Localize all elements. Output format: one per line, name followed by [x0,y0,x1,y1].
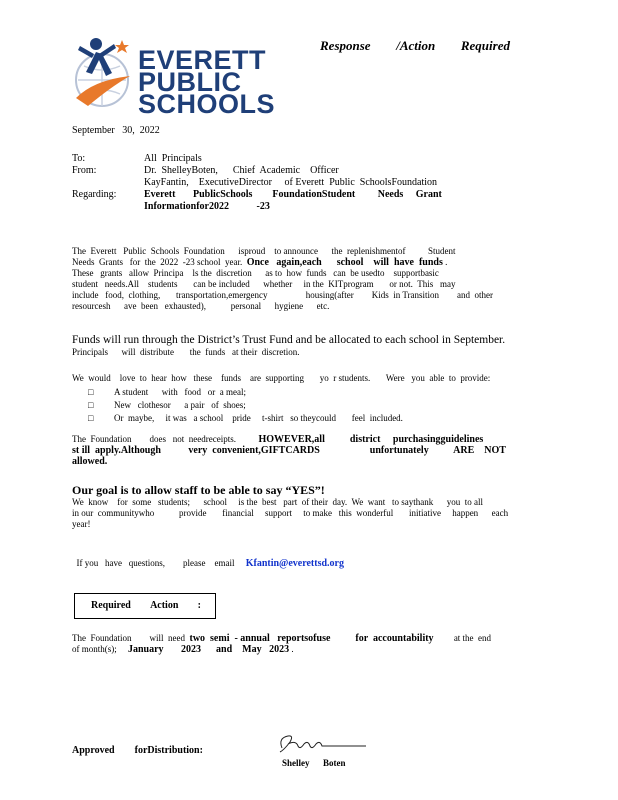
bullet-text: New clothesor a pair of shoes; [114,400,246,410]
p4-text: The Foundation does not needreceipts. [72,434,236,444]
p5-line: year! [72,519,91,529]
header-word-required: Required [460,38,510,53]
p5-line: We know for some students; school is the best part of their day. We want to saythank you to all [72,497,483,507]
p4-bold-line: st ill apply.Although very convenient,GIFTCARDS unfortunately ARE NOT [72,445,506,456]
memo-date: September 30, 2022 [72,125,160,136]
p1-line: resourcesh ave been exhausted), personal hygiene etc. [72,301,330,311]
p4-line [72,434,522,445]
from-label: From: [72,165,97,176]
p4-bold-line: allowed. [72,456,108,467]
required-action-box [74,593,216,619]
paragraph-receipts [72,434,522,467]
paragraph-announcement [72,246,514,312]
to-value: All Principals [144,153,202,164]
email-link[interactable]: Kfantin@everettsd.org [245,558,344,569]
p5-line: in our communitywho provide financial support to make this wonderful initiative happen each [72,508,509,518]
response-action-header [320,38,510,54]
p6-text: . [291,644,294,654]
to-label: To: [72,153,86,164]
p6-text: of month(s); [72,644,117,654]
bullet-item [88,387,532,398]
p6-line [72,633,532,644]
colon-label: : [197,600,201,611]
logo-text-public: PUBLIC [138,67,242,97]
p1-line: student needs.All students can be included whether in the KITprogram or not. This may [72,279,456,289]
bullet-item [88,400,532,411]
bullet-item [88,413,532,424]
header-word-action: /Action [396,38,436,53]
regarding-line-2: Informationfor2022 -23 [144,201,270,212]
logo-text-everett: EVERETT [138,45,267,75]
p6-text: at the end [453,633,492,643]
signer-name: Shelley Boten [282,758,346,768]
p1-text: . [445,257,448,267]
checkbox-bullet-icon: □ [88,413,94,423]
for-distribution-word: forDistribution: [134,745,203,756]
figure-globe-icon [72,36,142,110]
p1-bold-text: Once again,each school will have funds [246,257,443,268]
paragraph-trust-fund [72,333,542,358]
p6-text: The Foundation will need [72,633,185,643]
goal-heading: Our goal is to allow staff to be able to say “YES”! [72,483,325,497]
header-word-response: Response [320,38,371,53]
p4-bold-text: HOWEVER,all district purchasingguidelines [258,434,484,445]
bullet-text: A student with food or a meal; [114,387,246,397]
p6-bold-text: two semi - annual reportsofuse for accountability [189,633,434,644]
approved-word: Approved [72,745,115,756]
regarding-label: Regarding: [72,189,117,200]
paragraph-reports [72,633,532,655]
distribution-line: Principals will distribute the funds at their discretion. [72,347,300,357]
regarding-line-1: Everett PublicSchools FoundationStudent Needs Grant [144,189,442,200]
paragraph-hear-from-you [72,373,532,424]
p1-line [72,257,514,268]
p1-text: Needs Grants for the 2022 -23 school year. [72,257,243,267]
from-line-1: Dr. ShelleyBoten, Chief Academic Officer [144,165,339,176]
p1-line: The Everett Public Schools Foundation isproud to announce the replenishmentof Student [72,246,456,256]
signature-image [274,730,374,758]
p1-line: include food, clothing, transportation,emergency housing(after Kids in Transition and other [72,290,494,300]
district-logo [72,36,276,119]
checkbox-bullet-icon: □ [88,400,94,410]
logo-text-schools: SCHOOLS [138,89,276,119]
from-line-2: KayFantin, ExecutiveDirector of Everett Public SchoolsFoundation [144,177,437,188]
memo-header [72,153,482,213]
p3-line: We would love to hear how these funds are supporting yo r students. Were you able to provide: [72,373,491,383]
p6-bold-dates: January 2023 and May 2023 [128,644,290,655]
approved-label [72,745,203,756]
bullet-text: Or maybe, it was a school pride t-shirt so theycould feel included. [114,413,403,423]
contact-line [72,547,344,569]
required-label: Required [91,600,131,611]
trust-fund-line: Funds will run through the District’s Trust Fund and be allocated to each school in September. [72,334,506,346]
checkbox-bullet-icon: □ [88,387,94,397]
paragraph-goal [72,483,532,530]
action-label: Action [150,600,179,611]
p1-line: These grants allow Principa ls the discretion as to how funds can be usedto supportbasic [72,268,439,278]
contact-text: If you have questions, please email [76,558,235,568]
p6-line [72,644,532,655]
